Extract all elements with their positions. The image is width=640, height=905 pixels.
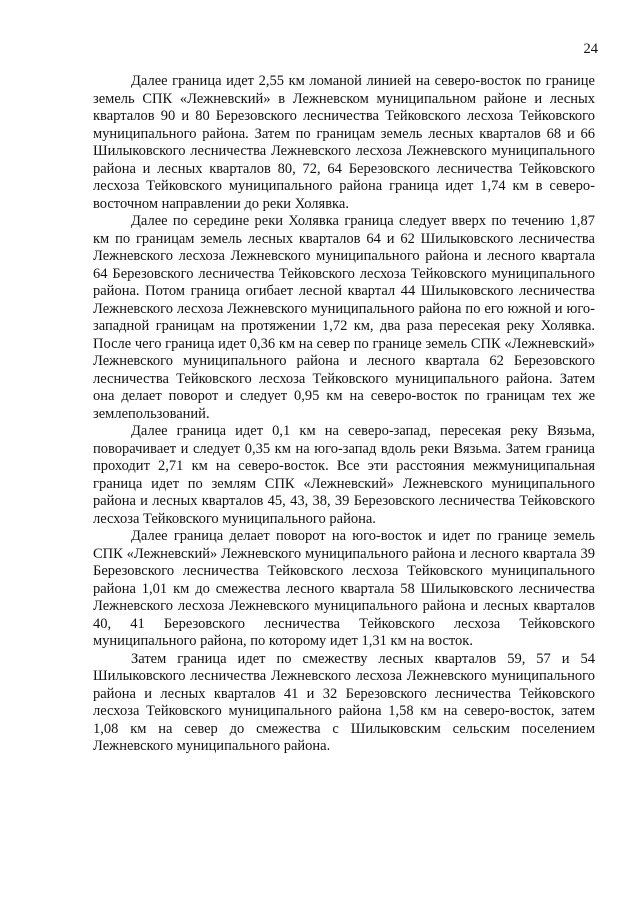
page-number: 24 [583, 41, 598, 57]
paragraph-1: Далее граница идет 2,55 км ломаной линией на северо-восток по границе земель СПК «Лежневский» в Лежневском муниципальном районе и лесных кварталов 90 и 80 Березовского лесничества Тейковского лесхоза Тейковского муниципального района. Затем по границам земель лесных кварталов 68 и 66 Шилыковского лесничества Лежневского лесхоза Лежневского муниципального района и лесных кварталов 80, 72, 64 Березовского лесничества Тейковского лесхоза Тейковского муниципального района граница идет 1,74 км в северо-восточном направлении до реки Холявка. [93, 73, 595, 212]
paragraph-2: Далее по середине реки Холявка граница следует вверх по течению 1,87 км по границам земель лесных кварталов 64 и 62 Шилыковского лесничества Лежневского лесхоза Лежневского муниципального района и лесного квартала 64 Березовского лесничества Тейковского лесхоза Тейковского муниципального района. Потом граница огибает лесной квартал 44 Шилыковского лесничества Лежневского лесхоза Лежневского муниципального района по его южной и юго-западной границам на протяжении 1,72 км, два раза пересекая реку Холявка. После чего граница идет 0,36 км на север по границе земель СПК «Лежневский» Лежневского муниципального района и лесного квартала 62 Березовского лесничества Тейковского лесхоза Тейковского муниципального района. Затем она делает поворот и следует 0,95 км на северо-восток по границам тех же землепользований. [93, 213, 595, 422]
document-body [93, 73, 595, 756]
paragraph-3: Далее граница идет 0,1 км на северо-запад, пересекая реку Вязьма, поворачивает и следует 0,35 км на юго-запад вдоль реки Вязьма. Затем граница проходит 2,71 км на северо-восток. Все эти расстояния межмуниципальная граница идет по землям СПК «Лежневский» Лежневского муниципального района и лесных кварталов 45, 43, 38, 39 Березовского лесничества Тейковского лесхоза Тейковского муниципального района. [93, 423, 595, 527]
paragraph-5: Затем граница идет по смежеству лесных кварталов 59, 57 и 54 Шилыковского лесничества Лежневского лесхоза Лежневского муниципального района и лесных кварталов 41 и 32 Березовского лесничества Тейковского лесхоза Тейковского муниципального района 1,58 км на северо-восток, затем 1,08 км на север до смежества с Шилыковским сельским поселением Лежневского муниципального района. [93, 650, 595, 754]
paragraph-4: Далее граница делает поворот на юго-восток и идет по границе земель СПК «Лежневский» Лежневского муниципального района и лесного квартала 39 Березовского лесничества Тейковского лесхоза Тейковского муниципального района 1,01 км до смежества лесного квартала 58 Шилыковского лесничества Лежневского лесхоза Лежневского муниципального района и лесных кварталов 40, 41 Березовского лесничества Тейковского лесхоза Тейковского муниципального района, по которому идет 1,31 км на восток. [93, 528, 595, 649]
